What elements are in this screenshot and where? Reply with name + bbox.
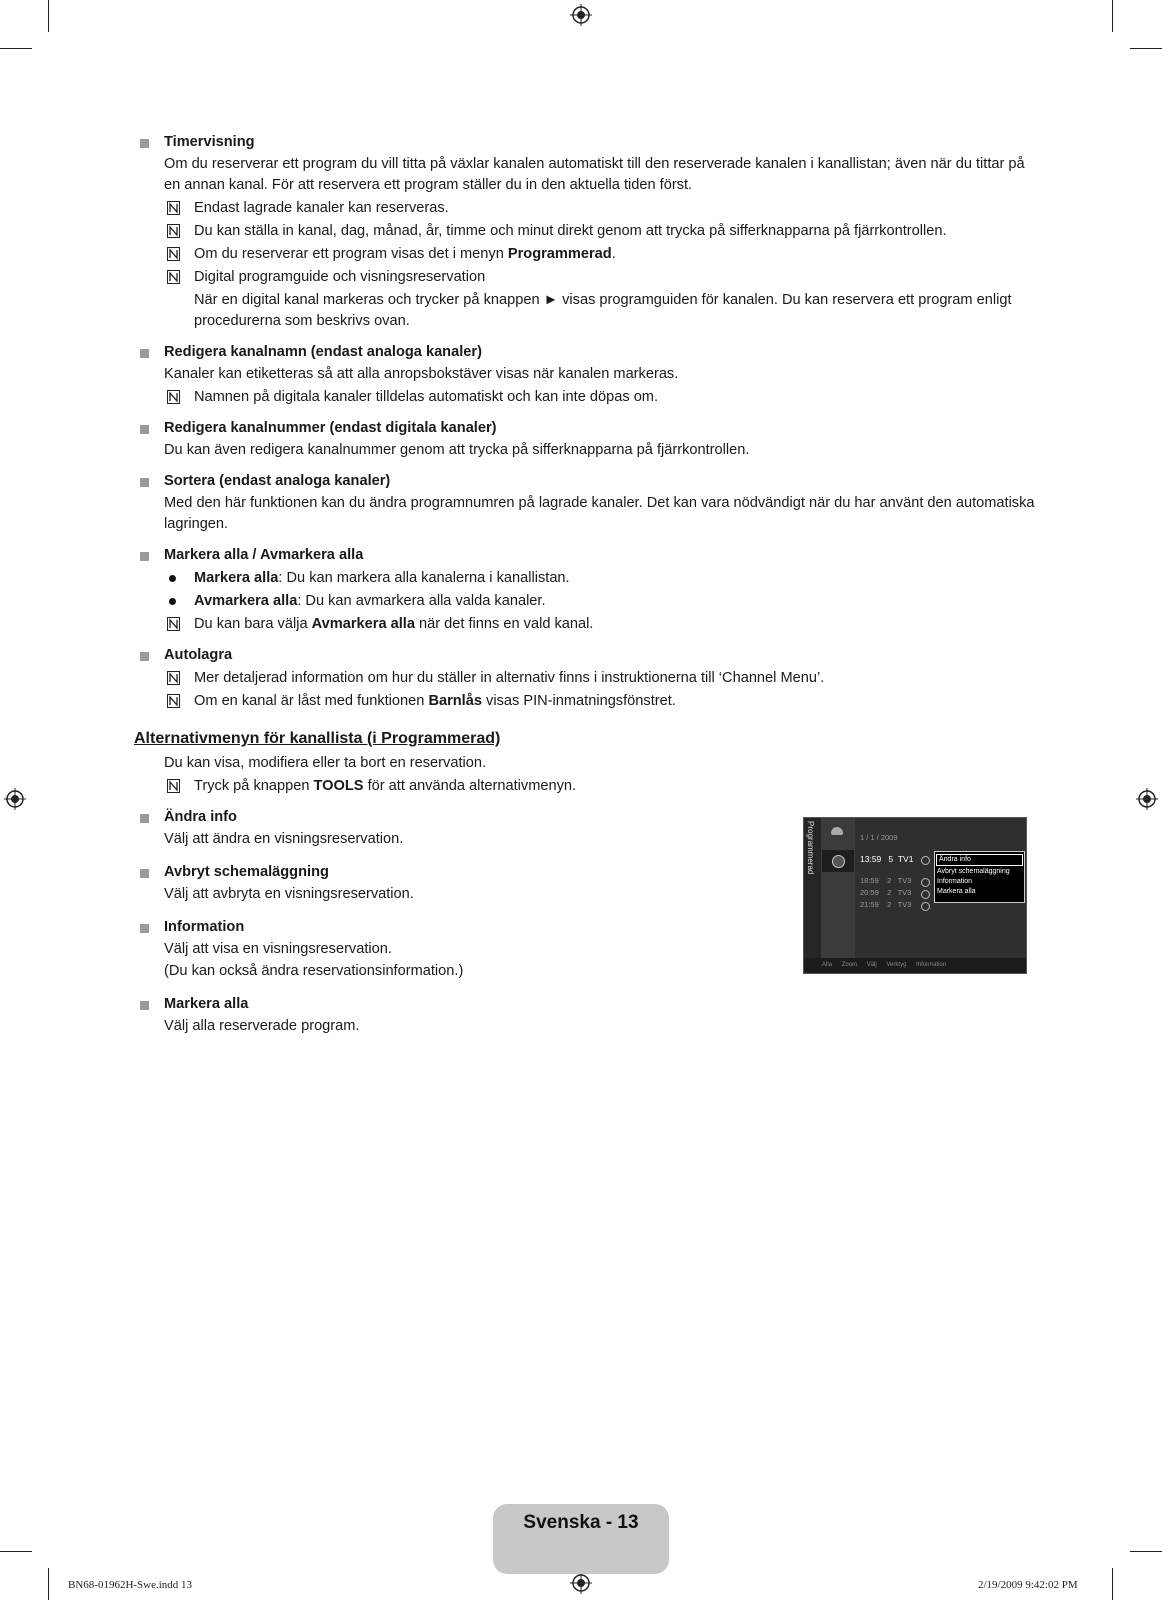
note-item: Tryck på knappen TOOLS för att använda alternativmenyn. <box>164 776 1036 797</box>
tv-row: 18:59 2 TV3 <box>860 876 912 885</box>
section-title: Markera alla / Avmarkera alla <box>164 547 364 563</box>
clock-icon <box>921 856 930 865</box>
note-icon <box>167 779 180 793</box>
note-icon <box>167 247 180 261</box>
note-icon <box>167 201 180 215</box>
square-bullet-icon <box>140 924 149 933</box>
square-bullet-icon <box>140 652 149 661</box>
option-title: Ändra info <box>164 809 237 825</box>
popup-item: Avbryt schemaläggning <box>937 868 1010 875</box>
square-bullet-icon <box>140 814 149 823</box>
tv-menu-screenshot <box>803 817 1027 974</box>
tv-icon-column <box>821 818 855 958</box>
registration-mark-icon <box>570 1572 592 1594</box>
section-title: Timervisning <box>164 134 255 150</box>
square-bullet-icon <box>140 869 149 878</box>
note-icon <box>167 617 180 631</box>
option-text: Välj att avbryta en visningsreservation. <box>164 886 414 902</box>
tv-footer-item: Alla <box>822 962 833 968</box>
note-icon <box>167 694 180 708</box>
option-text-extra: (Du kan också ändra reservationsinformation.) <box>164 963 464 979</box>
note-item: Endast lagrade kanaler kan reserveras. <box>164 198 1036 219</box>
section-timervisning <box>136 132 1036 332</box>
note-item: Digital programguide och visningsreservation <box>164 267 1036 288</box>
tv-footer-item: Zoom <box>841 962 858 968</box>
square-bullet-icon <box>140 552 149 561</box>
registration-mark-icon <box>570 4 592 26</box>
note-item: Du kan ställa in kanal, dag, månad, år, timme och minut direkt genom att trycka på sifferknapparna på fjärrkontrollen. <box>164 221 1036 242</box>
square-bullet-icon <box>140 349 149 358</box>
section-text: Kanaler kan etiketteras så att alla anropsbokstäver visas när kanalen markeras. <box>164 366 679 382</box>
tv-side-label: Programmerad <box>806 821 815 875</box>
bullet-item: Markera alla: Du kan markera alla kanalerna i kanallistan. <box>164 568 1036 589</box>
square-bullet-icon <box>140 139 149 148</box>
clock-tab-icon <box>822 850 854 872</box>
section-markera-alla <box>136 545 1036 635</box>
crop-mark <box>1112 1568 1113 1600</box>
tv-footer-bar <box>804 958 1026 973</box>
crop-mark <box>0 48 32 49</box>
option-title: Avbryt schemaläggning <box>164 864 329 880</box>
section-title: Redigera kanalnummer (endast digitala kanaler) <box>164 420 497 436</box>
crop-mark <box>0 1551 32 1552</box>
note-item: Du kan bara välja Avmarkera alla när det finns en vald kanal. <box>164 614 1036 635</box>
section-title: Redigera kanalnamn (endast analoga kanaler) <box>164 344 482 360</box>
heart-icon <box>831 827 843 835</box>
square-bullet-icon <box>140 478 149 487</box>
section-autolagra <box>136 645 1036 712</box>
popup-item: Ändra info <box>936 854 1023 866</box>
crop-mark <box>1130 1551 1162 1552</box>
note-icon <box>167 671 180 685</box>
file-slug: BN68-01962H-Swe.indd 13 <box>68 1579 193 1591</box>
popup-item: Markera alla <box>937 888 976 895</box>
section-text: Du kan även redigera kanalnummer genom att trycka på sifferknapparna på fjärrkontrollen. <box>164 442 750 458</box>
note-subtext: När en digital kanal markeras och trycker på knappen ► visas programguiden för kanalen. Du kan reservera ett program enligt procedurerna som beskrivs ovan. <box>194 292 1012 329</box>
option-text: Välj att visa en visningsreservation. <box>164 941 392 957</box>
clock-icon <box>921 902 930 911</box>
registration-mark-icon <box>1136 788 1158 810</box>
section-title: Sortera (endast analoga kanaler) <box>164 473 391 489</box>
page-number: Svenska - 13 <box>523 1512 639 1533</box>
option-title: Markera alla <box>164 996 249 1012</box>
option-markera-alla <box>136 994 1036 1037</box>
bullet-dot-icon <box>169 575 176 582</box>
tv-date: 1 / 1 / 2009 <box>860 833 898 842</box>
tv-row: 20:59 2 TV3 <box>860 888 912 897</box>
popup-item: Information <box>937 878 973 885</box>
tools-popup-menu <box>934 851 1025 903</box>
option-text: Välj alla reserverade program. <box>164 1018 360 1034</box>
note-icon <box>167 224 180 238</box>
note-item: Mer detaljerad information om hur du ställer in alternativ finns i instruktionerna till ‘Channel Menu’. <box>164 668 1036 689</box>
section-redigera-kanalnummer <box>136 418 1036 461</box>
intro-text: Du kan visa, modifiera eller ta bort en reservation. <box>164 755 487 771</box>
crop-mark <box>1112 0 1113 32</box>
clock-icon <box>921 878 930 887</box>
crop-mark <box>48 0 49 32</box>
note-item: Namnen på digitala kanaler tilldelas automatiskt och kan inte döpas om. <box>164 387 1036 408</box>
bullet-dot-icon <box>169 598 176 605</box>
note-icon <box>167 390 180 404</box>
option-text: Välj att ändra en visningsreservation. <box>164 831 404 847</box>
page-number-tab <box>493 1504 669 1574</box>
note-item: Om en kanal är låst med funktionen Barnlås visas PIN-inmatningsfönstret. <box>164 691 1036 712</box>
bullet-item: Avmarkera alla: Du kan avmarkera alla valda kanaler. <box>164 591 1036 612</box>
clock-icon <box>921 890 930 899</box>
tv-footer-item: Välj <box>866 962 877 968</box>
section-title: Autolagra <box>164 647 233 663</box>
section-heading: Alternativmenyn för kanallista (i Programmerad) <box>134 730 501 747</box>
note-icon <box>167 270 180 284</box>
crop-mark <box>48 1568 49 1600</box>
square-bullet-icon <box>140 1001 149 1010</box>
registration-mark-icon <box>4 788 26 810</box>
tv-row: 21:59 2 TV3 <box>860 900 912 909</box>
section-text: Om du reserverar ett program du vill titta på växlar kanalen automatiskt till den reserverade kanalen i kanallistan; även när du tittar på en annan kanal. För att reservera ett program ställer du in den aktuella tiden först. <box>164 156 1025 193</box>
square-bullet-icon <box>140 425 149 434</box>
tv-footer-item: Information <box>916 962 947 968</box>
note-item: Om du reserverar ett program visas det i menyn Programmerad. <box>164 244 1036 265</box>
section-text: Med den här funktionen kan du ändra programnumren på lagrade kanaler. Det kan vara nödvändigt när du har använt den automatiska lagringen. <box>164 495 1035 532</box>
tv-footer-item: Verktyg <box>886 962 907 968</box>
crop-mark <box>1130 48 1162 49</box>
print-timestamp: 2/19/2009 9:42:02 PM <box>978 1579 1078 1591</box>
option-title: Information <box>164 919 245 935</box>
section-sortera <box>136 471 1036 535</box>
section-redigera-kanalnamn <box>136 342 1036 408</box>
tv-row: 13:59 5 TV1 <box>860 854 914 864</box>
tv-side-panel <box>804 818 821 958</box>
